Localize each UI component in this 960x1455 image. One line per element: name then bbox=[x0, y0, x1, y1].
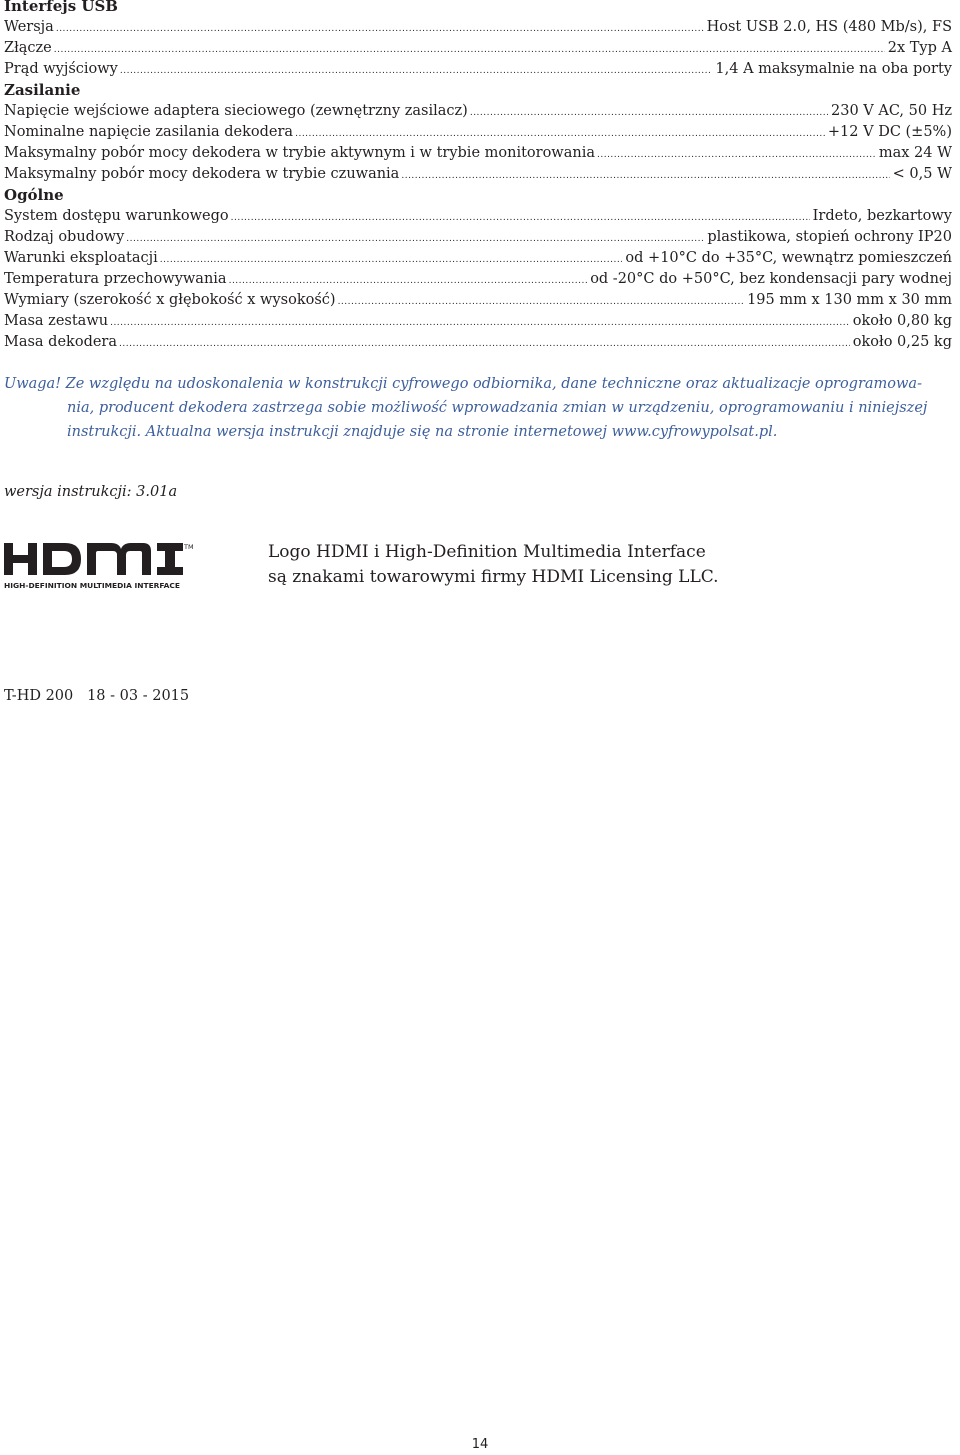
technical-specifications bbox=[4, 0, 952, 353]
spec-label: Temperatura przechowywania bbox=[4, 271, 227, 287]
leader-dots bbox=[160, 250, 623, 270]
hdmi-tagline: HIGH-DEFINITION MULTIMEDIA INTERFACE bbox=[4, 581, 181, 590]
section-heading: Interfejs USB bbox=[4, 0, 118, 15]
hdmi-tm: TM bbox=[184, 543, 194, 551]
spec-label: Złącze bbox=[4, 40, 52, 56]
leader-dots bbox=[231, 208, 810, 228]
spec-label: Napięcie wejściowe adaptera sieciowego (zewnętrzny zasilacz) bbox=[4, 103, 468, 119]
spec-row bbox=[4, 248, 952, 269]
spec-value: < 0,5 W bbox=[892, 166, 952, 182]
spec-value: około 0,80 kg bbox=[852, 313, 952, 329]
spec-row bbox=[4, 101, 952, 122]
spec-value: 1,4 A maksymalnie na oba porty bbox=[715, 61, 952, 77]
spec-row bbox=[4, 227, 952, 248]
leader-dots bbox=[338, 292, 745, 312]
spec-value: 230 V AC, 50 Hz bbox=[831, 103, 952, 119]
spec-label: Warunki eksploatacji bbox=[4, 250, 158, 266]
spec-row bbox=[4, 206, 952, 227]
spec-value: 2x Typ A bbox=[887, 40, 952, 56]
spec-row bbox=[4, 122, 952, 143]
manual-version: wersja instrukcji: 3.01a bbox=[4, 484, 178, 500]
leader-dots bbox=[120, 61, 713, 81]
spec-label: Maksymalny pobór mocy dekodera w trybie aktywnym i w trybie monitorowania bbox=[4, 145, 595, 161]
hdmi-trademark-notice bbox=[268, 540, 719, 590]
spec-label: Wersja bbox=[4, 19, 54, 35]
spec-row bbox=[4, 17, 952, 38]
spec-row bbox=[4, 59, 952, 80]
spec-row bbox=[4, 269, 952, 290]
note-line-1 bbox=[4, 372, 956, 396]
section-power bbox=[4, 80, 952, 185]
section-usb bbox=[4, 0, 952, 80]
section-general bbox=[4, 185, 952, 353]
spec-value: Irdeto, bezkartowy bbox=[812, 208, 952, 224]
spec-value: +12 V DC (±5%) bbox=[827, 124, 952, 140]
note-line-3: instrukcji. Aktualna wersja instrukcji znajduje się na stronie internetowej www.cyfrowypolsat.pl. bbox=[67, 424, 778, 440]
spec-label: Rodzaj obudowy bbox=[4, 229, 125, 245]
spec-value: od -20°C do +50°C, bez kondensacji pary wodnej bbox=[590, 271, 952, 287]
trademark-line-1: Logo HDMI i High-Definition Multimedia Interface bbox=[268, 542, 706, 562]
leader-dots bbox=[401, 166, 889, 186]
page-number: 14 bbox=[471, 1437, 489, 1452]
spec-value: od +10°C do +35°C, wewnątrz pomieszczeń bbox=[625, 250, 952, 266]
spec-label: System dostępu warunkowego bbox=[4, 208, 229, 224]
spec-row bbox=[4, 164, 952, 185]
note-line-2: nia, producent dekodera zastrzega sobie możliwość wprowadzania zmian w urządzeniu, oprogramowaniu i niniejszej bbox=[67, 400, 928, 416]
section-heading: Zasilanie bbox=[4, 81, 81, 99]
spec-row bbox=[4, 332, 952, 353]
leader-dots bbox=[597, 145, 876, 165]
leader-dots bbox=[229, 271, 588, 291]
document-id: T-HD 200 18 - 03 - 2015 bbox=[4, 688, 190, 704]
spec-row bbox=[4, 290, 952, 311]
spec-label: Maksymalny pobór mocy dekodera w trybie czuwania bbox=[4, 166, 400, 182]
leader-dots bbox=[110, 313, 850, 333]
leader-dots bbox=[126, 229, 704, 249]
spec-value: plastikowa, stopień ochrony IP20 bbox=[707, 229, 952, 245]
note-label: Uwaga! bbox=[4, 376, 62, 392]
spec-label: Prąd wyjściowy bbox=[4, 61, 118, 77]
spec-row bbox=[4, 38, 952, 59]
spec-value: max 24 W bbox=[878, 145, 952, 161]
spec-label: Nominalne napięcie zasilania dekodera bbox=[4, 124, 294, 140]
hdmi-logo bbox=[3, 541, 197, 591]
leader-dots bbox=[119, 334, 850, 354]
spec-value: około 0,25 kg bbox=[852, 334, 952, 350]
section-heading: Ogólne bbox=[4, 186, 64, 204]
leader-dots bbox=[470, 103, 828, 123]
spec-label: Masa dekodera bbox=[4, 334, 118, 350]
warning-note bbox=[4, 372, 956, 444]
leader-dots bbox=[56, 19, 704, 39]
leader-dots bbox=[54, 40, 885, 60]
spec-value: Host USB 2.0, HS (480 Mb/s), FS bbox=[706, 19, 952, 35]
spec-row bbox=[4, 143, 952, 164]
spec-value: 195 mm x 130 mm x 30 mm bbox=[747, 292, 952, 308]
spec-label: Masa zestawu bbox=[4, 313, 109, 329]
spec-row bbox=[4, 311, 952, 332]
note-text-1: Ze względu na udoskonalenia w konstrukcji cyfrowego odbiornika, dane techniczne oraz aktualizacje oprogramowa- bbox=[65, 376, 922, 392]
spec-label: Wymiary (szerokość x głębokość x wysokość) bbox=[4, 292, 336, 308]
trademark-line-2: są znakami towarowymi firmy HDMI Licensing LLC. bbox=[268, 567, 719, 587]
leader-dots bbox=[295, 124, 825, 144]
